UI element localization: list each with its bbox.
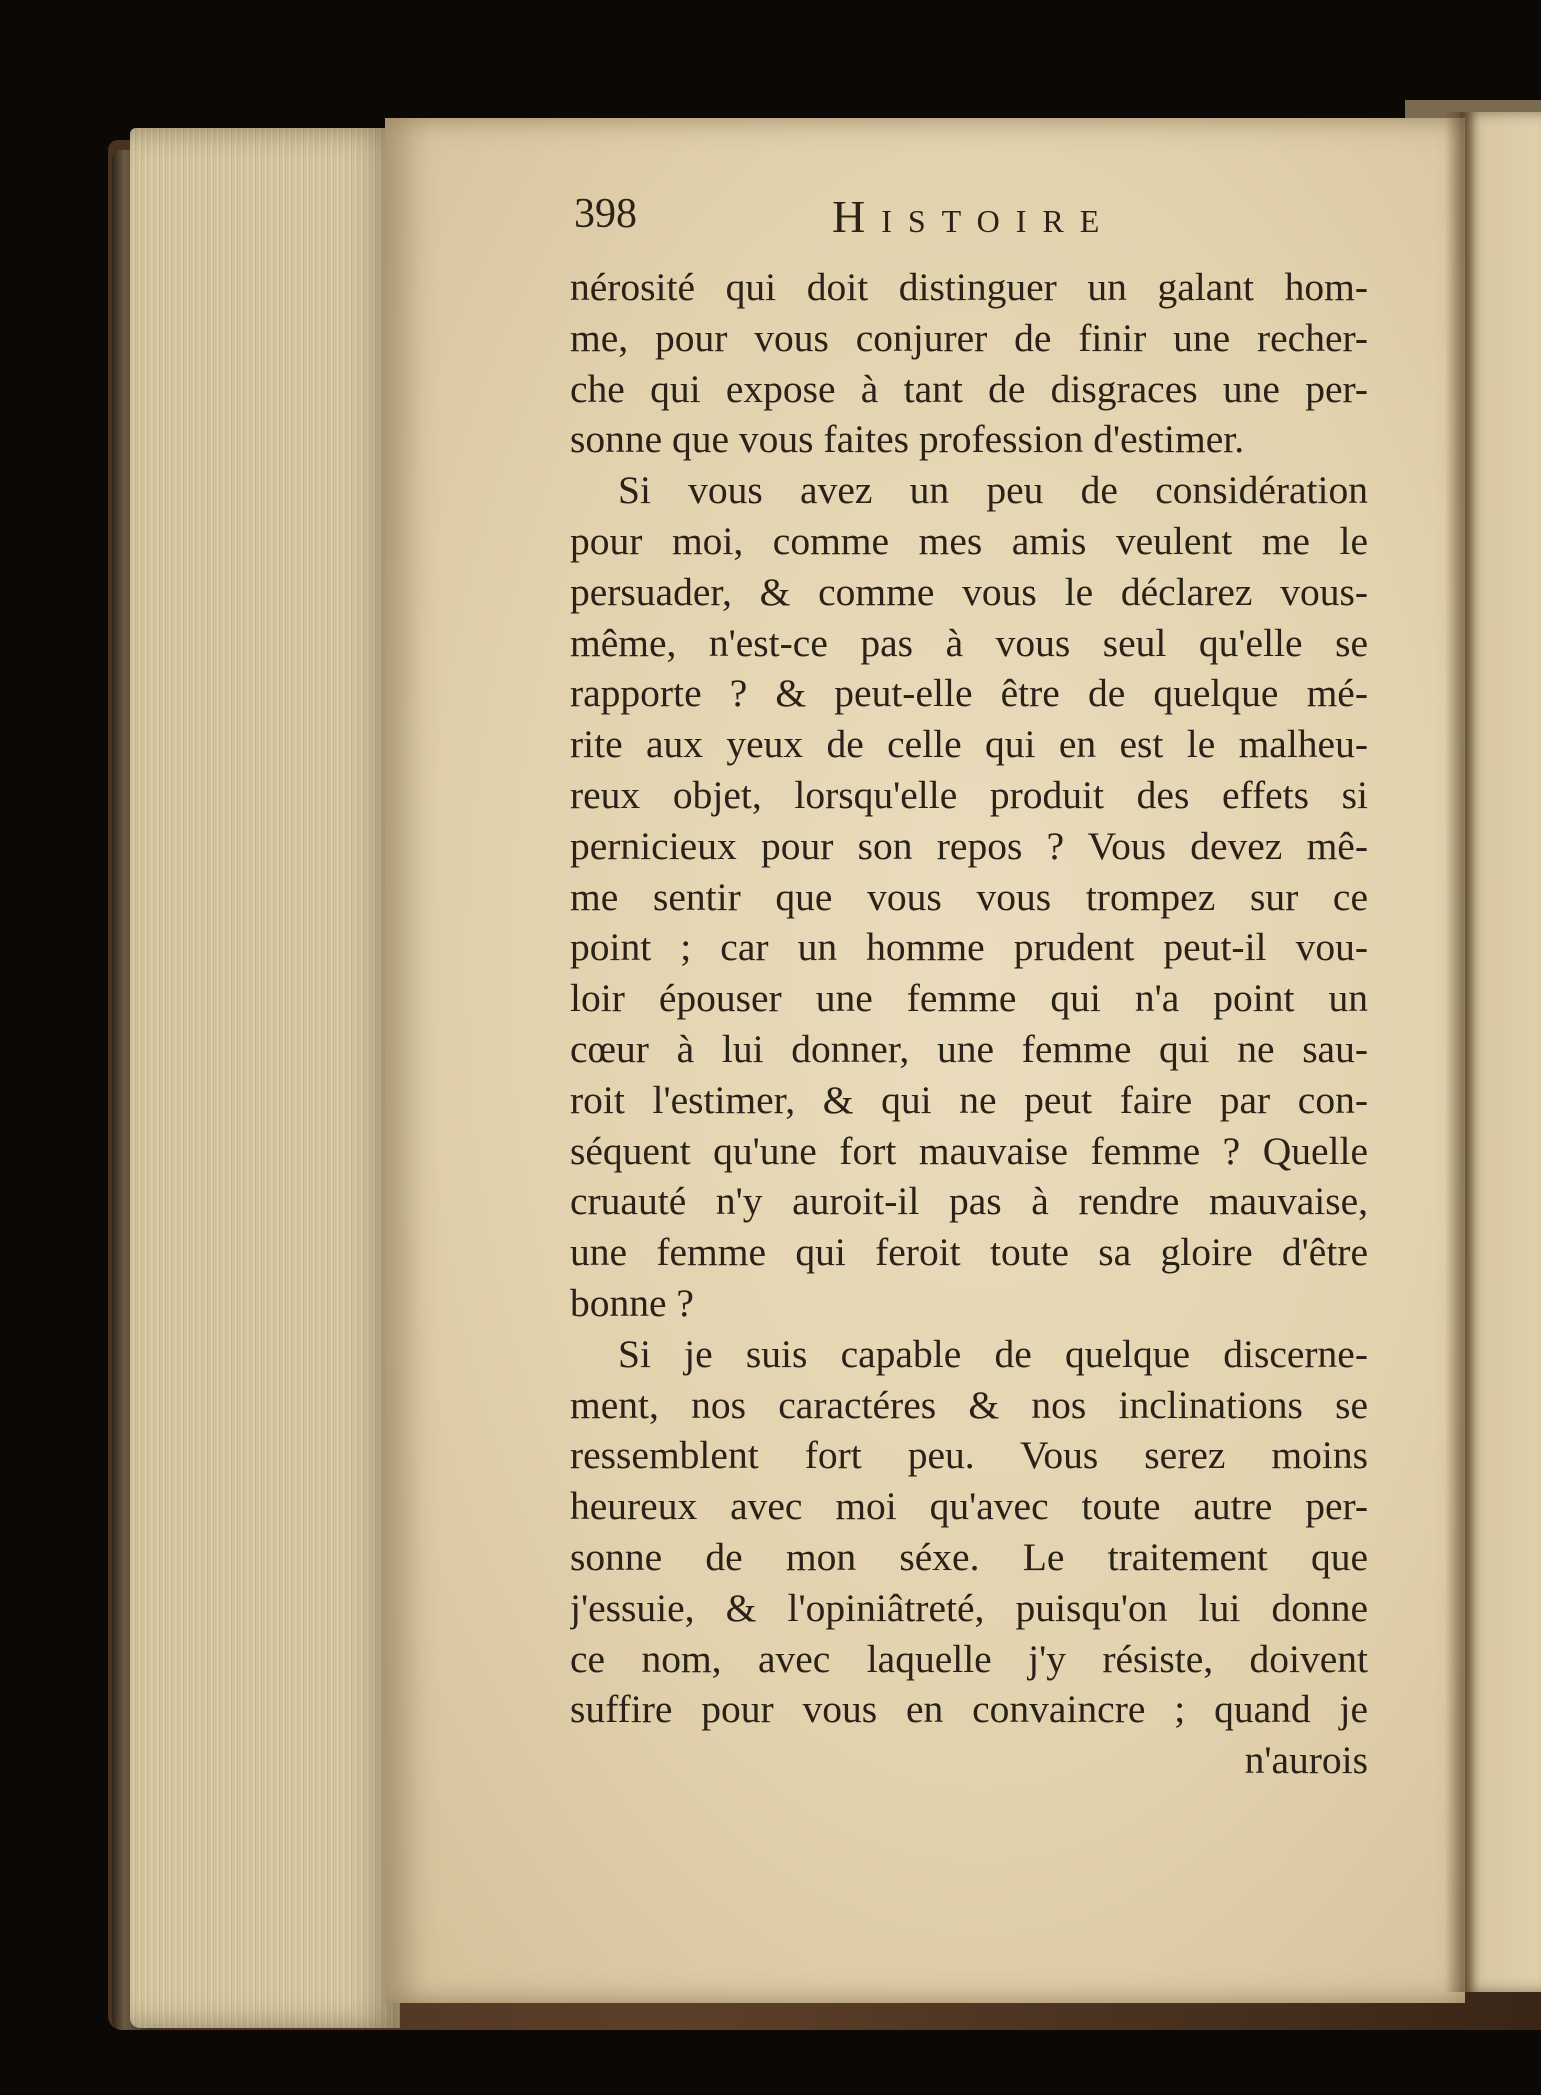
text-line: reux objet, lorsqu'elle produit des effets si [570, 772, 1368, 817]
text-line: pernicieux pour son repos ? Vous devez mê- [570, 823, 1368, 868]
text-line: cruauté n'y auroit-il pas à rendre mauvaise, [570, 1179, 1368, 1224]
text-line: même, n'est-ce pas à vous seul qu'elle se [570, 620, 1368, 665]
text-line: Si je suis capable de quelque discerne- [618, 1331, 1368, 1376]
text-line: persuader, & comme vous le déclarez vous- [570, 569, 1368, 614]
text-line: ressemblent fort peu. Vous serez moins [570, 1433, 1368, 1478]
text-line: rite aux yeux de celle qui en est le malheu- [570, 722, 1368, 767]
text-line: che qui expose à tant de disgraces une per- [570, 366, 1368, 411]
text-line: sonne de mon séxe. Le traitement que [570, 1534, 1368, 1579]
text-line: sonne que vous faites profession d'estimer. [570, 417, 1245, 462]
page-edges [130, 128, 400, 2028]
text-line: me, pour vous conjurer de finir une recher- [570, 315, 1368, 360]
text-line: rapporte ? & peut-elle être de quelque mé- [570, 671, 1368, 716]
catchword: n'aurois [1244, 1738, 1368, 1783]
text-line: roit l'estimer, & qui ne peut faire par con- [570, 1077, 1368, 1122]
text-line: me sentir que vous vous trompez sur ce [570, 874, 1368, 919]
text-line: point ; car un homme prudent peut-il vou- [570, 925, 1368, 970]
page-header [574, 190, 1374, 250]
text-line: nérosité qui doit distinguer un galant hom- [570, 265, 1368, 309]
text-line: bonne ? [570, 1280, 694, 1325]
text-line: ce nom, avec laquelle j'y résiste, doivent [570, 1636, 1368, 1681]
text-line: séquent qu'une fort mauvaise femme ? Quelle [570, 1128, 1368, 1173]
text-line: une femme qui feroit toute sa gloire d'être [570, 1230, 1368, 1275]
body-text [570, 262, 1368, 1786]
text-line: cœur à lui donner, une femme qui ne sau- [570, 1026, 1368, 1071]
page-gutter [1445, 112, 1475, 1992]
text-line: j'essuie, & l'opiniâtreté, puisqu'on lui donne [570, 1585, 1368, 1630]
text-line: ment, nos caractéres & nos inclinations se [570, 1382, 1368, 1427]
text-line: suffire pour vous en convaincre ; quand je [570, 1687, 1368, 1732]
text-line: Si vous avez un peu de considération [618, 468, 1368, 513]
text-line: heureux avec moi qu'avec toute autre per- [570, 1484, 1368, 1529]
text-line: loir épouser une femme qui n'a point un [570, 976, 1368, 1021]
page-number: 398 [574, 191, 637, 237]
running-head: Histoire [832, 191, 1116, 242]
text-line: pour moi, comme mes amis veulent me le [570, 518, 1368, 563]
